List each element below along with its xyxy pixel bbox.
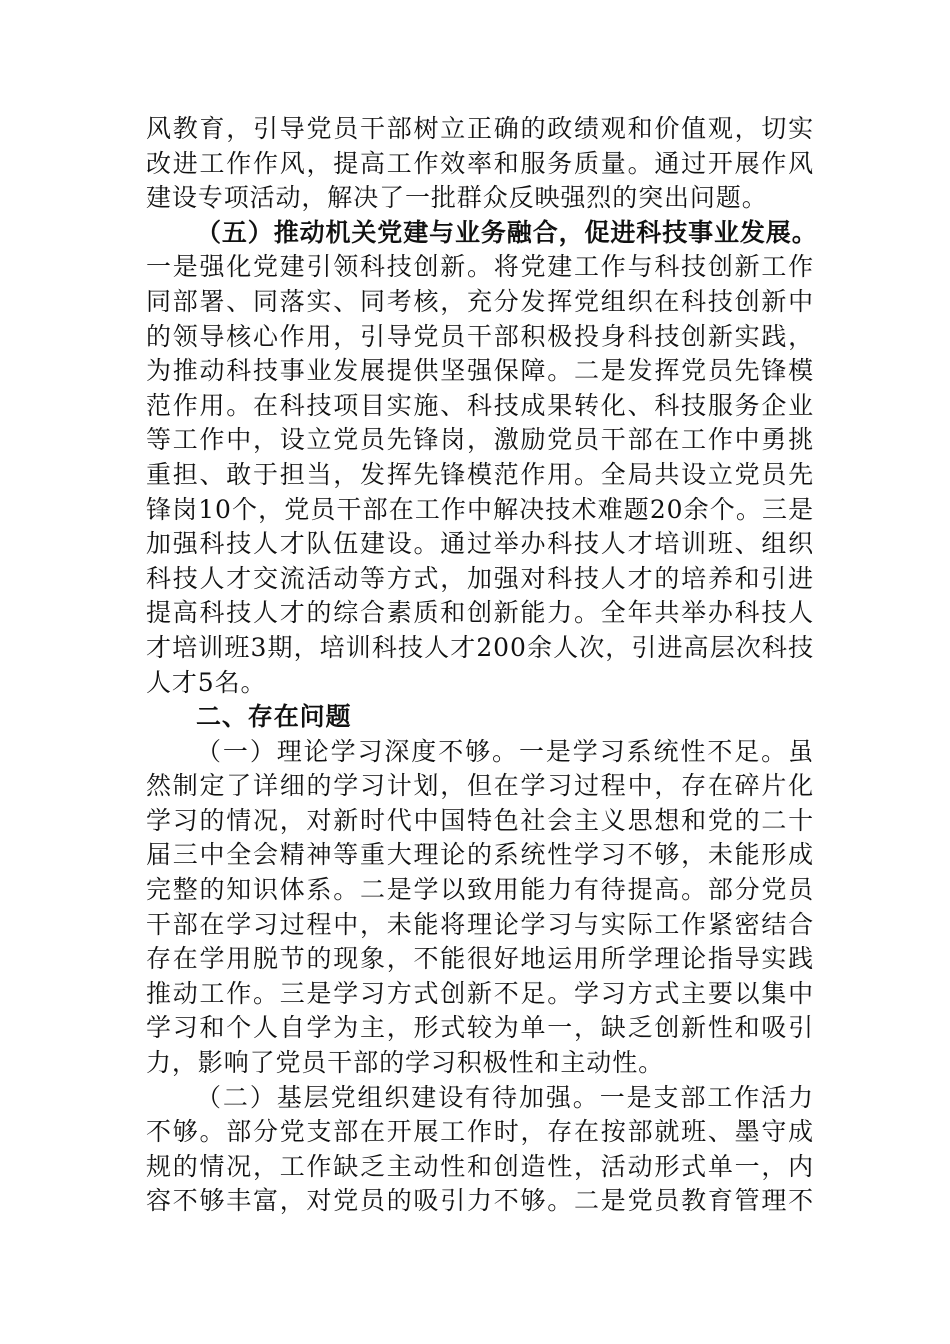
text-line: 规的情况，工作缺乏主动性和创造性，活动形式单一，内 [146, 1151, 814, 1181]
text-line: 干部在学习过程中，未能将理论学习与实际工作紧密结合 [146, 909, 814, 939]
text-line: 推动工作。三是学习方式创新不足。学习方式主要以集中 [146, 978, 814, 1008]
section-heading-5: （五）推动机关党建与业务融合，促进科技事业发展。 [196, 217, 818, 247]
text-line: 科技人才交流活动等方式，加强对科技人才的培养和引进 [146, 563, 814, 593]
text-line: 锋岗10个，党员干部在工作中解决技术难题20余个。三是 [146, 494, 814, 524]
document-body [146, 112, 818, 1219]
text-line: 学习的情况，对新时代中国特色社会主义思想和党的二十 [146, 805, 814, 835]
text-line: 等工作中，设立党员先锋岗，激励党员干部在工作中勇挑 [146, 425, 814, 455]
text-line: 才培训班3期，培训科技人才200余人次，引进高层次科技 [146, 632, 814, 662]
text-line: 提高科技人才的综合素质和创新能力。全年共举办科技人 [146, 598, 814, 628]
text-line: 人才5名。 [146, 667, 267, 697]
text-line: 为推动科技事业发展提供坚强保障。二是发挥党员先锋模 [146, 356, 814, 386]
text-line: 一是强化党建引领科技创新。将党建工作与科技创新工作 [146, 252, 814, 282]
text-line: 重担、敢于担当，发挥先锋模范作用。全局共设立党员先 [146, 459, 814, 489]
text-line: 完整的知识体系。二是学以致用能力有待提高。部分党员 [146, 875, 814, 905]
subsection-line-2: （二）基层党组织建设有待加强。一是支部工作活力 [196, 1082, 814, 1112]
text-line: 届三中全会精神等重大理论的系统性学习不够，未能形成 [146, 840, 814, 870]
text-line: 学习和个人自学为主，形式较为单一，缺乏创新性和吸引 [146, 1013, 814, 1043]
text-line: 不够。部分党支部在开展工作时，存在按部就班、墨守成 [146, 1117, 814, 1147]
text-line: 同部署、同落实、同考核，充分发挥党组织在科技创新中 [146, 286, 814, 316]
text-line: 容不够丰富，对党员的吸引力不够。二是党员教育管理不 [146, 1186, 814, 1216]
text-line: 力，影响了党员干部的学习积极性和主动性。 [146, 1048, 665, 1078]
text-line: 建设专项活动，解决了一批群众反映强烈的突出问题。 [146, 183, 768, 213]
subsection-line-1: （一）理论学习深度不够。一是学习系统性不足。虽 [196, 736, 814, 766]
text-line: 加强科技人才队伍建设。通过举办科技人才培训班、组织 [146, 529, 814, 559]
text-line: 风教育，引导党员干部树立正确的政绩观和价值观，切实 [146, 114, 814, 143]
text-line: 范作用。在科技项目实施、科技成果转化、科技服务企业 [146, 390, 814, 420]
text-line: 改进工作作风，提高工作效率和服务质量。通过开展作风 [146, 148, 814, 178]
text-line: 的领导核心作用，引导党员干部积极投身科技创新实践， [146, 321, 814, 351]
text-line: 然制定了详细的学习计划，但在学习过程中，存在碎片化 [146, 771, 814, 801]
section-heading-problems: 二、存在问题 [196, 702, 352, 732]
text-line: 存在学用脱节的现象，不能很好地运用所学理论指导实践 [146, 944, 814, 974]
